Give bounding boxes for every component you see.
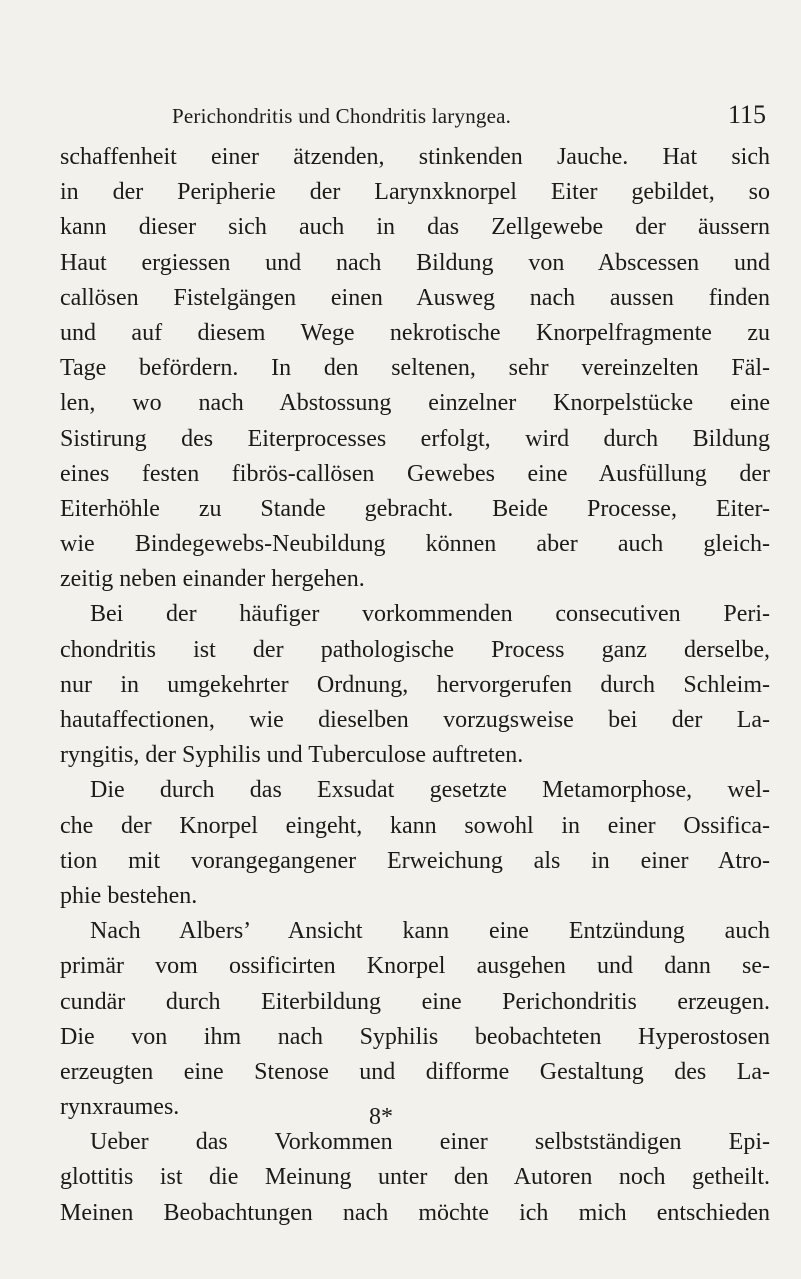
text-line: callösen Fistelgängen einen Ausweg nach aussen finden xyxy=(60,284,770,311)
text-line: Ueber das Vorkommen einer selbstständigen Epi- xyxy=(90,1129,770,1156)
page-number: 115 xyxy=(727,100,766,129)
text-line: glottitis ist die Meinung unter den Autoren noch getheilt. xyxy=(60,1164,770,1191)
text-line: Meinen Beobachtungen nach möchte ich mich entschieden xyxy=(60,1199,770,1226)
text-line: zeitig neben einander hergehen. xyxy=(60,566,365,593)
text-line: nur in umgekehrter Ordnung, hervorgerufen durch Schleim- xyxy=(60,671,770,698)
text-line: chondritis ist der pathologische Process ganz derselbe, xyxy=(60,636,770,663)
text-line: Tage befördern. In den seltenen, sehr vereinzelten Fäl- xyxy=(60,355,770,382)
text-line: in der Peripherie der Larynxknorpel Eiter gebildet, so xyxy=(60,179,770,206)
body-text xyxy=(60,140,770,1231)
text-line: Eiterhöhle zu Stande gebracht. Beide Processe, Eiter- xyxy=(60,495,770,522)
text-line: phie bestehen. xyxy=(60,882,198,909)
text-line: kann dieser sich auch in das Zellgewebe der äussern xyxy=(60,214,770,241)
text-line: Nach Albers’ Ansicht kann eine Entzündung auch xyxy=(90,918,770,945)
text-line: erzeugten eine Stenose und difforme Gestaltung des La- xyxy=(60,1058,770,1085)
text-line: schaffenheit einer ätzenden, stinkenden Jauche. Hat sich xyxy=(60,144,770,170)
text-line: tion mit vorangegangener Erweichung als in einer Atro- xyxy=(60,847,770,874)
text-line: eines festen fibrös-callösen Gewebes eine Ausfüllung der xyxy=(60,460,770,487)
signature-mark: 8* xyxy=(369,1104,393,1130)
text-line: Sistirung des Eiterprocesses erfolgt, wird durch Bildung xyxy=(60,425,770,452)
text-line: Die von ihm nach Syphilis beobachteten Hyperostosen xyxy=(60,1023,770,1050)
text-line: hautaffectionen, wie dieselben vorzugsweise bei der La- xyxy=(60,707,770,733)
running-title: Perichondritis und Chondritis laryngea. xyxy=(172,104,512,128)
text-line: cundär durch Eiterbildung eine Perichondritis erzeugen. xyxy=(60,988,770,1015)
text-line: Haut ergiessen und nach Bildung von Abscessen und xyxy=(60,249,770,276)
text-line: ryngitis, der Syphilis und Tuberculose auftreten. xyxy=(60,742,524,769)
text-line: primär vom ossificirten Knorpel ausgehen und dann se- xyxy=(60,953,770,980)
text-line: Die durch das Exsudat gesetzte Metamorphose, wel- xyxy=(90,777,770,804)
text-line: wie Bindegewebs-Neubildung können aber auch gleich- xyxy=(60,531,770,558)
text-line: che der Knorpel eingeht, kann sowohl in einer Ossifica- xyxy=(60,812,770,839)
text-line: len, wo nach Abstossung einzelner Knorpelstücke eine xyxy=(60,390,770,417)
text-line: Bei der häufiger vorkommenden consecutiven Peri- xyxy=(90,601,770,628)
text-line: rynxraumes. xyxy=(60,1094,180,1121)
text-line: und auf diesem Wege nekrotische Knorpelfragmente zu xyxy=(60,319,770,346)
page-header xyxy=(60,100,766,136)
